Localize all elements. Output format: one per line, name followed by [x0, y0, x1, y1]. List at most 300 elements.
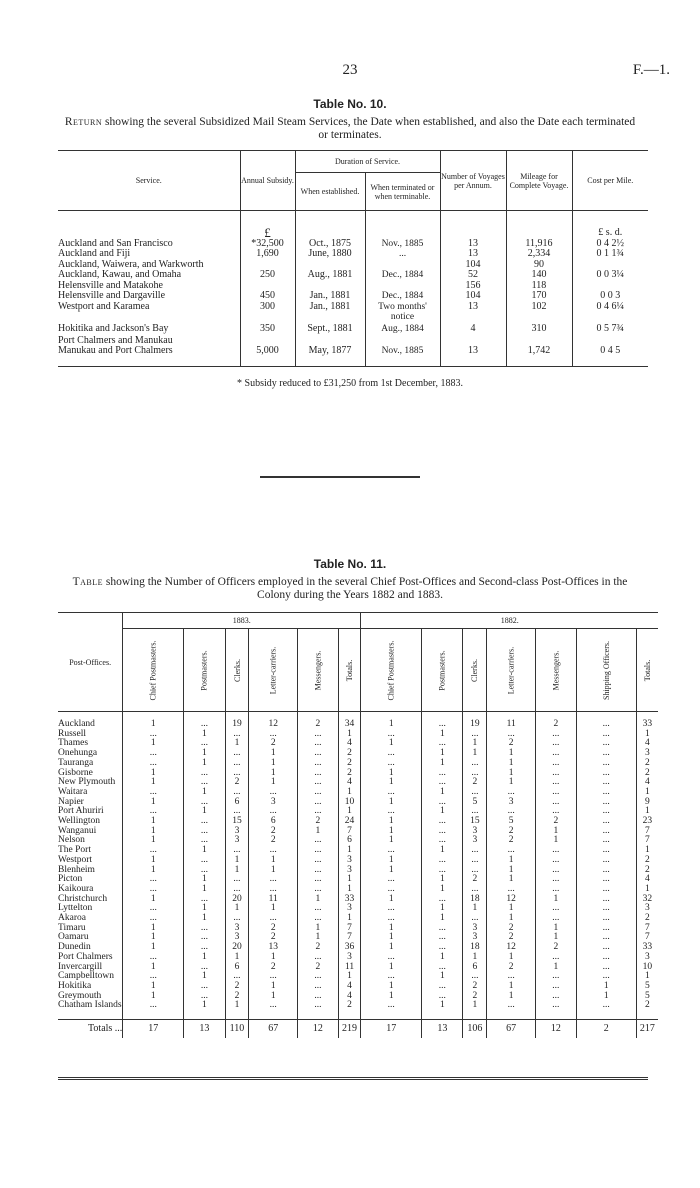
- table11-total-cell: 219: [338, 1020, 360, 1039]
- table11-col-header-label: Messengers.: [551, 650, 561, 690]
- table11-cell: 6: [225, 963, 249, 973]
- table10-cell-established: Oct., 1875: [295, 239, 365, 250]
- table11-cell: ...: [576, 720, 636, 730]
- table11-cell: 1: [123, 769, 184, 779]
- table11-cell: 1: [225, 1001, 249, 1011]
- table11-cell: 2: [463, 875, 487, 885]
- table10-cell-established: Jan., 1881: [295, 291, 365, 302]
- page-header: [0, 62, 700, 82]
- table11-post-office: Lyttelton: [58, 903, 93, 914]
- table11-col-header: [636, 629, 658, 712]
- table10-cell-terminated: [365, 281, 440, 292]
- table11-cell: ...: [225, 846, 249, 856]
- table11-cell: 1: [576, 992, 636, 1002]
- table11-cell: 1: [298, 827, 339, 837]
- table10-cell-terminated: Dec., 1884: [365, 291, 440, 302]
- table11-post-office: Tauranga: [58, 757, 94, 768]
- table11-row: [58, 866, 658, 876]
- table11-col-header-label: Totals.: [345, 659, 355, 681]
- table11-cell: 1: [361, 982, 422, 992]
- table11-cell: ...: [535, 972, 576, 982]
- table11-cell: 3: [225, 827, 249, 837]
- table11-cell: 1: [225, 953, 249, 963]
- table10-cell-terminated: Dec., 1884: [365, 270, 440, 281]
- table10-cell-subsidy: *32,500: [240, 239, 295, 250]
- table11-cell: 3: [225, 933, 249, 943]
- table11-cell: 11: [487, 720, 536, 730]
- table11-cell: 1: [636, 846, 658, 856]
- table11-cell: 2: [487, 836, 536, 846]
- table11-cell: ...: [463, 972, 487, 982]
- table10-cell-terminated: Two months' notice: [365, 302, 440, 324]
- table11-row: [58, 992, 658, 1002]
- table10-cell-mileage: 102: [506, 302, 572, 324]
- table11-total-cell: 67: [487, 1020, 536, 1039]
- table11-col-header-label: Letter-carriers.: [268, 646, 278, 694]
- table11-cell: 2: [636, 769, 658, 779]
- table11-cell: 1: [361, 720, 422, 730]
- table11-cell: 1: [422, 1001, 463, 1011]
- table11-cell: ...: [576, 836, 636, 846]
- table11-row: [58, 749, 658, 759]
- table11-cell: 1: [123, 933, 184, 943]
- table11-cell: 4: [338, 982, 360, 992]
- table11-cell: ...: [361, 1001, 422, 1011]
- table10-cell-terminated: Nov., 1885: [365, 346, 440, 357]
- table11-row: [58, 817, 658, 827]
- table11-row: [58, 720, 658, 730]
- table11-col-header: [338, 629, 360, 712]
- table10-footnote: * Subsidy reduced to £31,250 from 1st December, 1883.: [237, 378, 463, 389]
- table11-cell: 1: [184, 875, 225, 885]
- table11-cell: 2: [636, 759, 658, 769]
- table11-cell: 1: [338, 788, 360, 798]
- table11-cell: ...: [298, 730, 339, 740]
- table11-cell: 2: [338, 759, 360, 769]
- table11-cell: ...: [184, 836, 225, 846]
- table11-col-header: [123, 629, 184, 712]
- table11-cell: 36: [338, 943, 360, 953]
- table11-cell: 9: [636, 798, 658, 808]
- table11-cell: 4: [636, 875, 658, 885]
- table11-cell: 2: [338, 1001, 360, 1011]
- table11-cell: ...: [361, 730, 422, 740]
- table10-cell-terminated: Nov., 1885: [365, 239, 440, 250]
- table11-cell: 1: [338, 914, 360, 924]
- table11-cell: ...: [576, 798, 636, 808]
- table11-cell: ...: [361, 914, 422, 924]
- table11-cell: ...: [298, 953, 339, 963]
- table11-cell: 3: [463, 924, 487, 934]
- table11-cell: ...: [535, 904, 576, 914]
- table11-cell: 7: [338, 924, 360, 934]
- table11-cell: ...: [535, 856, 576, 866]
- table11-cell: 2: [338, 749, 360, 759]
- table11-cell: 6: [338, 836, 360, 846]
- table11-cell: 33: [636, 943, 658, 953]
- table10-cell-established: Sept., 1881: [295, 324, 365, 336]
- table11-cell: 12: [487, 895, 536, 905]
- table11-row: [58, 730, 658, 740]
- table11-cell: ...: [298, 856, 339, 866]
- table10-cell-established: May, 1877: [295, 346, 365, 357]
- table11-post-office: Napier: [58, 796, 84, 807]
- table11-cell: 1: [535, 827, 576, 837]
- table11-row: [58, 759, 658, 769]
- table10-cell-voyages: 13: [440, 249, 506, 260]
- table11-cell: ...: [298, 866, 339, 876]
- table11-cell: 6: [249, 817, 298, 827]
- table11-cell: 1: [487, 914, 536, 924]
- header-duration: Duration of Service.: [295, 151, 440, 173]
- table11-cell: 2: [225, 992, 249, 1002]
- table11-cell: ...: [298, 972, 339, 982]
- table11-cell: ...: [576, 856, 636, 866]
- table11-cell: 2: [636, 914, 658, 924]
- table11-cell: ...: [576, 924, 636, 934]
- table10-cell-cost: 0 0 3¼: [572, 270, 648, 281]
- table11-cell: 1: [249, 904, 298, 914]
- table10-cell-service: Hokitika and Jackson's Bay: [58, 322, 169, 334]
- table11-cell: ...: [184, 739, 225, 749]
- table11-cell: 32: [636, 895, 658, 905]
- table10-cell-voyages: 13: [440, 239, 506, 250]
- table11-officers: [58, 612, 658, 1038]
- table11-cell: 2: [463, 992, 487, 1002]
- table11-col-header: [422, 629, 463, 712]
- table11-cell: ...: [576, 827, 636, 837]
- table11-cell: 7: [636, 924, 658, 934]
- table11-cell: ...: [576, 769, 636, 779]
- table11-cell: ...: [184, 943, 225, 953]
- table11-cell: ...: [535, 769, 576, 779]
- table11-cell: ...: [535, 875, 576, 885]
- table10-cell-established: Aug., 1881: [295, 270, 365, 281]
- table11-total-cell: 17: [123, 1020, 184, 1039]
- table11-post-office: Westport: [58, 854, 93, 865]
- table11-post-office: Campbelltown: [58, 971, 114, 982]
- table11-cell: ...: [298, 982, 339, 992]
- table11-cell: ...: [249, 972, 298, 982]
- table11-cell: ...: [361, 749, 422, 759]
- table10-cell-terminated: [365, 336, 440, 347]
- table10-cell-service: Helensville and Matakohe: [58, 279, 163, 291]
- table11-cell: 20: [225, 895, 249, 905]
- table11-col-header: [361, 629, 422, 712]
- table11-cell: ...: [184, 895, 225, 905]
- table11-cell: 1: [422, 788, 463, 798]
- table11-row: [58, 963, 658, 973]
- table11-cell: 1: [298, 895, 339, 905]
- table11-caption: [60, 576, 640, 602]
- table11-cell: 1: [361, 933, 422, 943]
- table10-caption: [60, 116, 640, 142]
- table11-col-header-label: Shipping Officers.: [601, 640, 611, 700]
- table11-cell: ...: [123, 730, 184, 740]
- table11-cell: 7: [636, 933, 658, 943]
- table11-post-office: Waitara: [58, 786, 88, 797]
- table11-cell: ...: [487, 1001, 536, 1011]
- table10-row: [58, 270, 648, 281]
- table11-col-header-label: Totals.: [642, 659, 652, 681]
- table11-row: [58, 904, 658, 914]
- table11-post-office: Blenheim: [58, 864, 95, 875]
- table11-cell: ...: [249, 730, 298, 740]
- table11-cell: ...: [184, 866, 225, 876]
- table11-cell: ...: [298, 1001, 339, 1011]
- table11-cell: 1: [123, 798, 184, 808]
- table11-cell: ...: [576, 933, 636, 943]
- table11-post-office: Oamaru: [58, 932, 89, 943]
- header-when-terminated: When terminated or when terminable.: [365, 173, 440, 211]
- table11-cell: ...: [298, 846, 339, 856]
- table11-cell: 1: [422, 759, 463, 769]
- table10-row: [58, 249, 648, 260]
- table11-post-office: The Port: [58, 845, 91, 856]
- table11-cell: ...: [184, 817, 225, 827]
- table11-cell: 1: [422, 749, 463, 759]
- table11-cell: ...: [463, 885, 487, 895]
- table11-cell: 5: [463, 798, 487, 808]
- table11-cell: ...: [225, 769, 249, 779]
- table11-cell: ...: [487, 807, 536, 817]
- table11-cell: 4: [338, 778, 360, 788]
- table10-cell-cost: 0 4 5: [572, 346, 648, 357]
- table11-cell: ...: [298, 739, 339, 749]
- table11-cell: ...: [535, 749, 576, 759]
- table11-post-office: Onehunga: [58, 748, 98, 759]
- table11-cell: 1: [184, 904, 225, 914]
- table11-post-office: Russell: [58, 728, 86, 739]
- table11-totals-row: [58, 1020, 658, 1039]
- table11-cell: ...: [225, 749, 249, 759]
- table11-cell: 15: [463, 817, 487, 827]
- table11-cell: 1: [338, 885, 360, 895]
- table11-cell: 4: [636, 778, 658, 788]
- table11-post-office: Wellington: [58, 816, 100, 827]
- table11-cell: 1: [249, 769, 298, 779]
- table11-total-cell: 110: [225, 1020, 249, 1039]
- table11-caption-rest: showing the Number of Officers employed in the several Chief Post-Offices and Second-class Post-Offices in the Colony during the Years 1882 and 1883.: [103, 576, 628, 601]
- table11-cell: 1: [123, 827, 184, 837]
- table11-cell: 12: [487, 943, 536, 953]
- table11-cell: 19: [463, 720, 487, 730]
- table11-cell: 2: [463, 778, 487, 788]
- table11-row: [58, 788, 658, 798]
- table11-post-office: Invercargill: [58, 961, 103, 972]
- table11-cell: 1: [249, 856, 298, 866]
- table11-cell: 1: [636, 788, 658, 798]
- table11-cell: 3: [636, 904, 658, 914]
- table11-cell: 1: [361, 769, 422, 779]
- table11-cell: ...: [298, 769, 339, 779]
- table11-row: [58, 856, 658, 866]
- table11-cell: 1: [487, 866, 536, 876]
- table11-cell: ...: [576, 778, 636, 788]
- table11-cell: ...: [422, 866, 463, 876]
- table11-cell: 7: [636, 827, 658, 837]
- table10-title: Table No. 10.: [313, 97, 387, 111]
- table11-cell: 1: [422, 846, 463, 856]
- table11-cell: ...: [576, 895, 636, 905]
- table10-caption-rest: showing the several Subsidized Mail Steam Services, the Date when established, and also the Date each terminated or terminates.: [102, 116, 636, 141]
- table11-row: [58, 972, 658, 982]
- table10-cell-voyages: 52: [440, 270, 506, 281]
- table11-cell: 3: [463, 933, 487, 943]
- table11-post-office: Wanganui: [58, 825, 97, 836]
- table11-cell: ...: [576, 943, 636, 953]
- table11-row: [58, 827, 658, 837]
- table11-cell: 33: [338, 895, 360, 905]
- table11-cell: 1: [249, 866, 298, 876]
- table11-cell: 1: [422, 885, 463, 895]
- table11-cell: ...: [298, 788, 339, 798]
- table11-post-office: Kaikoura: [58, 883, 94, 894]
- table10-cell-mileage: 310: [506, 324, 572, 336]
- table11-cell: 1: [636, 972, 658, 982]
- table11-cell: 1: [249, 953, 298, 963]
- table11-col-header-label: Letter-carriers.: [506, 646, 516, 694]
- table11-cell: ...: [576, 749, 636, 759]
- table11-cell: ...: [576, 972, 636, 982]
- table11-cell: 3: [636, 953, 658, 963]
- table11-cell: 2: [298, 963, 339, 973]
- table11-cell: ...: [298, 749, 339, 759]
- table11-cell: ...: [123, 788, 184, 798]
- table11-cell: 7: [636, 836, 658, 846]
- table11-cell: ...: [249, 914, 298, 924]
- table11-cell: ...: [225, 885, 249, 895]
- table11-cell: ...: [184, 827, 225, 837]
- table11-row: [58, 943, 658, 953]
- table11-cell: 1: [338, 730, 360, 740]
- table11-post-office: Greymouth: [58, 990, 102, 1001]
- table11-cell: 1: [361, 992, 422, 1002]
- table11-cell: 1: [535, 933, 576, 943]
- table11-cell: 1: [123, 817, 184, 827]
- table11-cell: 2: [298, 943, 339, 953]
- table11-row: [58, 933, 658, 943]
- table11-cell: 4: [338, 739, 360, 749]
- table11-cell: ...: [422, 933, 463, 943]
- table11-cell: ...: [184, 798, 225, 808]
- table11-cell: 1: [487, 769, 536, 779]
- table11-cell: 1: [225, 856, 249, 866]
- table11-cell: 2: [225, 982, 249, 992]
- table11-cell: 1: [361, 827, 422, 837]
- table11-cell: ...: [576, 1001, 636, 1011]
- table11-cell: 2: [487, 739, 536, 749]
- table11-post-office: Nelson: [58, 835, 85, 846]
- table11-cell: 18: [463, 943, 487, 953]
- table11-cell: 7: [338, 933, 360, 943]
- table11-cell: ...: [422, 739, 463, 749]
- table11-cell: ...: [422, 827, 463, 837]
- section-divider: [260, 476, 420, 478]
- table11-cell: 1: [576, 982, 636, 992]
- table11-cell: ...: [535, 914, 576, 924]
- table11-cell: 1: [123, 856, 184, 866]
- table11-cell: ...: [298, 798, 339, 808]
- table11-cell: 1: [361, 856, 422, 866]
- table11-cell: ...: [361, 759, 422, 769]
- table11-cell: 10: [338, 798, 360, 808]
- table11-cell: 3: [225, 924, 249, 934]
- table11-cell: 1: [487, 992, 536, 1002]
- table10-row: [58, 346, 648, 357]
- table11-cell: 2: [535, 720, 576, 730]
- table11-cell: ...: [249, 846, 298, 856]
- table11-cell: 1: [487, 749, 536, 759]
- table11-post-office: Dunedin: [58, 942, 91, 953]
- table11-cell: 1: [123, 924, 184, 934]
- table11-cell: 12: [249, 720, 298, 730]
- table11-cell: ...: [487, 972, 536, 982]
- table11-cell: 1: [463, 1001, 487, 1011]
- table11-cell: ...: [123, 972, 184, 982]
- table11-cell: 1: [338, 972, 360, 982]
- table11-cell: 13: [249, 943, 298, 953]
- table11-cell: 2: [249, 963, 298, 973]
- table11-cell: ...: [422, 769, 463, 779]
- table11-cell: ...: [184, 924, 225, 934]
- table11-cell: 3: [338, 866, 360, 876]
- table11-cell: ...: [123, 885, 184, 895]
- table11-cell: 1: [535, 963, 576, 973]
- table11-cell: 2: [487, 924, 536, 934]
- table11-cell: ...: [123, 759, 184, 769]
- table11-post-office: Port Ahuriri: [58, 806, 104, 817]
- table11-cell: ...: [422, 817, 463, 827]
- table11-cell: 1: [123, 866, 184, 876]
- table10-cell-voyages: 104: [440, 291, 506, 302]
- table11-cell: ...: [535, 992, 576, 1002]
- table11-cell: 1: [535, 895, 576, 905]
- table11-cell: ...: [422, 836, 463, 846]
- table11-row: [58, 778, 658, 788]
- table10-cell-voyages: 156: [440, 281, 506, 292]
- table11-total-cell: 17: [361, 1020, 422, 1039]
- table11-cell: 1: [636, 885, 658, 895]
- table11-row: [58, 1001, 658, 1011]
- table11-row: [58, 885, 658, 895]
- table10-cell-terminated: [365, 260, 440, 271]
- table11-cell: 2: [298, 720, 339, 730]
- header-service: Service.: [58, 151, 240, 211]
- table11-cell: 2: [249, 924, 298, 934]
- table11-cell: 5: [636, 992, 658, 1002]
- table11-cell: 1: [184, 953, 225, 963]
- table11-cell: ...: [463, 856, 487, 866]
- table11-cell: ...: [361, 953, 422, 963]
- table11-cell: ...: [422, 963, 463, 973]
- table11-post-office: Hokitika: [58, 980, 92, 991]
- table10-cell-subsidy: 5,000: [240, 346, 295, 357]
- table11-cell: ...: [422, 895, 463, 905]
- table10-cell-cost: 0 4 6¼: [572, 302, 648, 324]
- table11-cell: ...: [576, 953, 636, 963]
- table11-cell: 1: [225, 739, 249, 749]
- table11-cell: ...: [184, 933, 225, 943]
- table10-cell-service: Auckland and San Francisco: [58, 237, 173, 249]
- table10-cell-subsidy: 300: [240, 302, 295, 324]
- table11-cell: ...: [123, 749, 184, 759]
- table10-caption-lead: Return: [64, 116, 103, 128]
- table11-cell: 4: [338, 992, 360, 1002]
- table10-cell-voyages: 13: [440, 346, 506, 357]
- table11-cell: 33: [636, 720, 658, 730]
- table11-cell: 5: [636, 982, 658, 992]
